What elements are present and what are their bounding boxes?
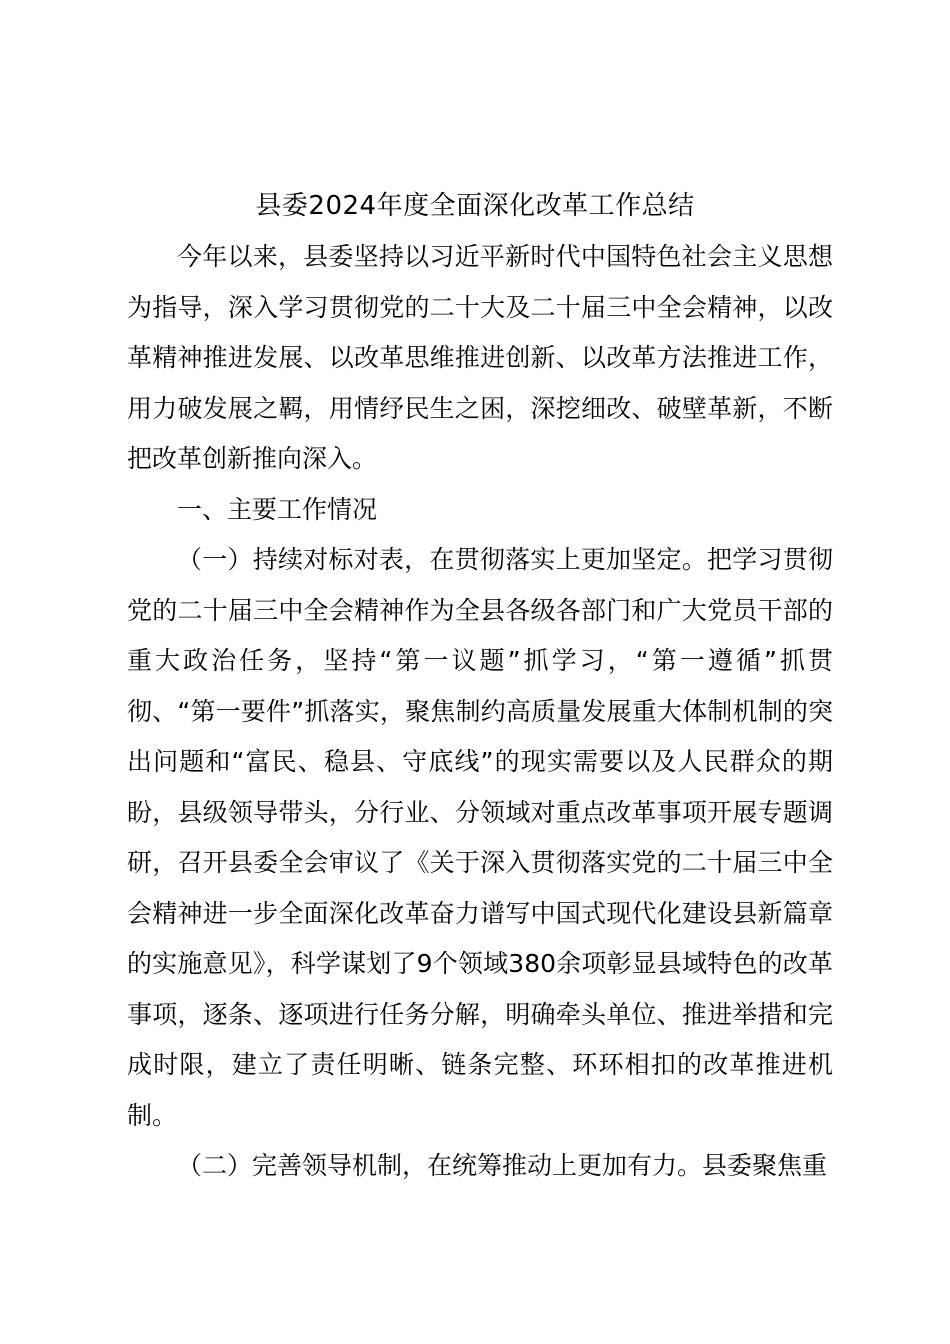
subsection-paragraph-2: （二）完善领导机制，在统筹推动上更加有力。县委聚焦重: [177, 1151, 828, 1180]
document-title: 县委2024年度全面深化改革工作总结: [255, 191, 695, 221]
section-heading: 一、主要工作情况: [177, 494, 378, 524]
intro-paragraph: 今年以来，县委坚持以习近平新时代中国特色社会主义思想为指导，深入学习贯彻党的二十大及二十届三中全会精神，以改革精神推进发展、以改革思维推进创新、以改革方法推进工作，用力破发展之羁，用情纾民生之困，深挖细改、破壁革新，不断把改革创新推向深入。: [127, 242, 833, 473]
document-body: [127, 232, 833, 1192]
subsection-paragraph-1: （一）持续对标对表，在贯彻落实上更加坚定。把学习贯彻党的二十届三中全会精神作为全县各级各部门和广大党员干部的重大政治任务，坚持“第一议题”抓学习，“第一遵循”抓贯彻、“第一要件”抓落实，聚焦制约高质量发展重大体制机制的突出问题和“富民、稳县、守底线”的现实需要以及人民群众的期盼，县级领导带头，分行业、分领域对重点改革事项开展专题调研，召开县委全会审议了《关于深入贯彻落实党的二十届三中全会精神进一步全面深化改革奋力谱写中国式现代化建设县新篇章的实施意见》，科学谋划了9个领域380余项彰显县域特色的改革事项，逐条、逐项进行任务分解，明确牵头单位、推进举措和完成时限，建立了责任明晰、链条完整、环环相扣的改革推进机制。: [127, 545, 833, 1130]
